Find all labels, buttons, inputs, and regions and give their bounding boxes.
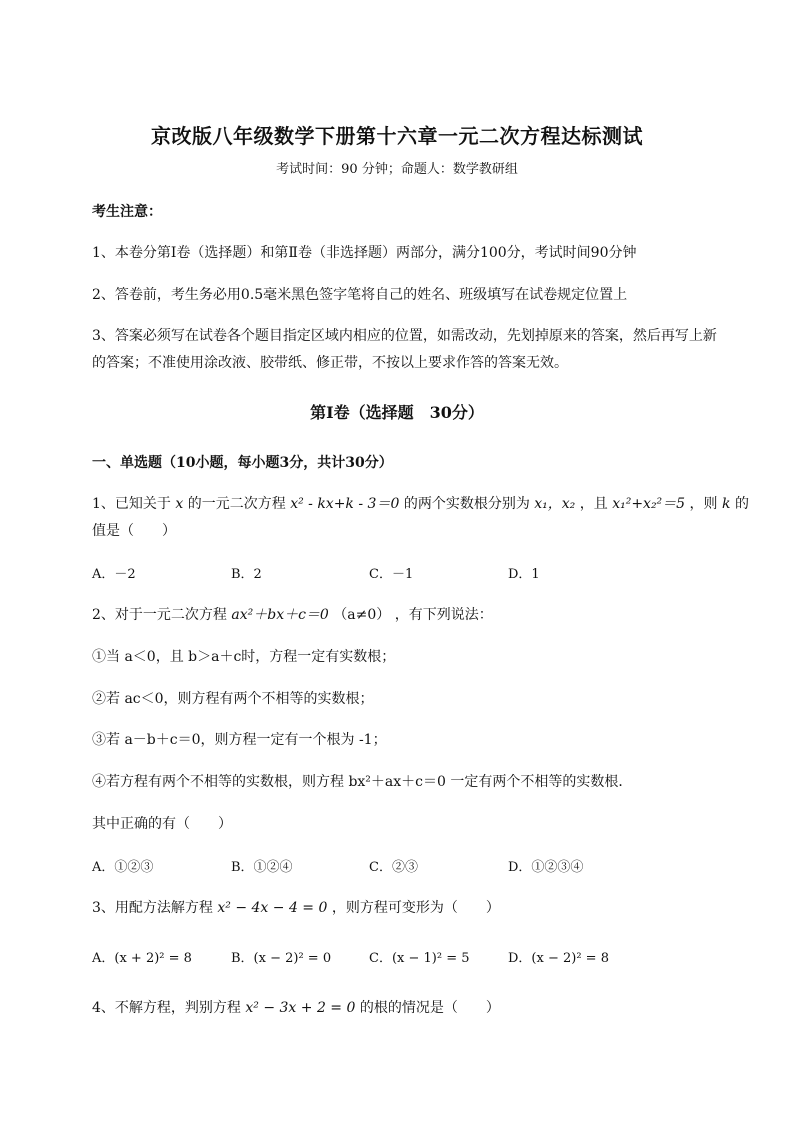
q2-statement-1: ①当 a＜0，且 b＞a＋c时，方程一定有实数根； bbox=[92, 649, 396, 665]
q2-statement-4: ④若方程有两个不相等的实数根，则方程 bx²＋ax＋c＝0 一定有两个不相等的实数根． bbox=[92, 774, 633, 790]
note-2: 2、答卷前，考生务必用0.5毫米黑色签字笔将自己的姓名、班级填写在试卷规定位置上 bbox=[92, 287, 628, 303]
note-3-line1: 3、答案必须写在试卷各个题目指定区域内相应的位置，如需改动，先划掉原来的答案，然后再写上新 bbox=[92, 328, 717, 344]
q1-option-c[interactable]: C．－1 bbox=[369, 567, 414, 582]
q3-text-2: ，则方程可变形为（ ） bbox=[331, 900, 500, 916]
q2-text-2: ，有下列说法： bbox=[394, 607, 493, 623]
q2-option-b[interactable]: B．①②④ bbox=[231, 860, 293, 875]
q1-option-a[interactable]: A．－2 bbox=[92, 567, 136, 582]
q3-option-d[interactable]: D．(x − 2)² = 8 bbox=[508, 951, 609, 966]
notes-heading: 考生注意： bbox=[92, 204, 162, 220]
q1-text-2: 的一元二次方程 bbox=[187, 496, 286, 512]
q1-option-b[interactable]: B．2 bbox=[231, 567, 262, 582]
q1-equation: x² - kx+k - 3＝0 bbox=[290, 496, 400, 512]
q3-text-1: 3、用配方法解方程 bbox=[92, 900, 213, 916]
q2-text-1: 2、对于一元二次方程 bbox=[92, 607, 227, 623]
q1-var-k: k bbox=[722, 496, 731, 512]
q2-option-d[interactable]: D．①②③④ bbox=[508, 860, 584, 875]
page-title: 京改版八年级数学下册第十六章一元二次方程达标测试 bbox=[151, 124, 643, 148]
question-1-line2: 值是（ ） bbox=[92, 523, 176, 539]
section-title: 第Ⅰ卷（选择题 30分） bbox=[310, 403, 484, 422]
q1-text-5: ，则 bbox=[689, 496, 718, 512]
question-4-stem bbox=[92, 997, 500, 1017]
q2-statement-3: ③若 a－b＋c＝0，则方程一定有一个根为 -1； bbox=[92, 732, 387, 748]
q3-equation: x² − 4x − 4 = 0 bbox=[217, 900, 328, 916]
question-1-stem bbox=[92, 493, 749, 513]
q2-statement-2: ②若 ac＜0，则方程有两个不相等的实数根； bbox=[92, 691, 374, 707]
q2-question: 其中正确的有（ ） bbox=[92, 816, 232, 832]
q2-equation: ax²＋bx＋c＝0 bbox=[231, 607, 329, 623]
q3-option-a[interactable]: A．(x + 2)² = 8 bbox=[92, 951, 192, 966]
q2-option-c[interactable]: C．②③ bbox=[369, 860, 418, 875]
exam-subtitle: 考试时间：90 分钟；命题人：数学教研组 bbox=[276, 162, 518, 177]
question-2-stem bbox=[92, 604, 493, 624]
q4-equation: x² − 3x + 2 = 0 bbox=[245, 1000, 356, 1016]
q3-option-b[interactable]: B．(x − 2)² = 0 bbox=[231, 951, 332, 966]
q4-text-1: 4、不解方程，判别方程 bbox=[92, 1000, 241, 1016]
note-3-line2: 的答案；不准使用涂改液、胶带纸、修正带，不按以上要求作答的答案无效。 bbox=[92, 355, 568, 371]
q1-option-d[interactable]: D．1 bbox=[508, 567, 540, 582]
q4-text-2: 的根的情况是（ ） bbox=[359, 1000, 500, 1016]
q1-text-4: ，且 bbox=[579, 496, 608, 512]
q2-condition: （a≠0） bbox=[333, 607, 391, 623]
q1-text-1: 1、已知关于 bbox=[92, 496, 171, 512]
q1-roots: x₁，x₂ bbox=[534, 496, 576, 512]
q1-text-3: 的两个实数根分别为 bbox=[403, 496, 530, 512]
question-3-stem bbox=[92, 897, 500, 917]
q3-option-c[interactable]: C．(x − 1)² = 5 bbox=[369, 951, 470, 966]
note-1: 1、本卷分第Ⅰ卷（选择题）和第Ⅱ卷（非选择题）两部分，满分100分，考试时间90分钟 bbox=[92, 245, 637, 261]
q1-var-x: x bbox=[175, 496, 184, 512]
q2-option-a[interactable]: A．①②③ bbox=[92, 860, 154, 875]
q1-text-6: 的 bbox=[734, 496, 749, 512]
part1-heading: 一、单选题（10小题，每小题3分，共计30分） bbox=[92, 455, 393, 471]
q1-condition: x₁²+x₂²＝5 bbox=[612, 496, 686, 512]
